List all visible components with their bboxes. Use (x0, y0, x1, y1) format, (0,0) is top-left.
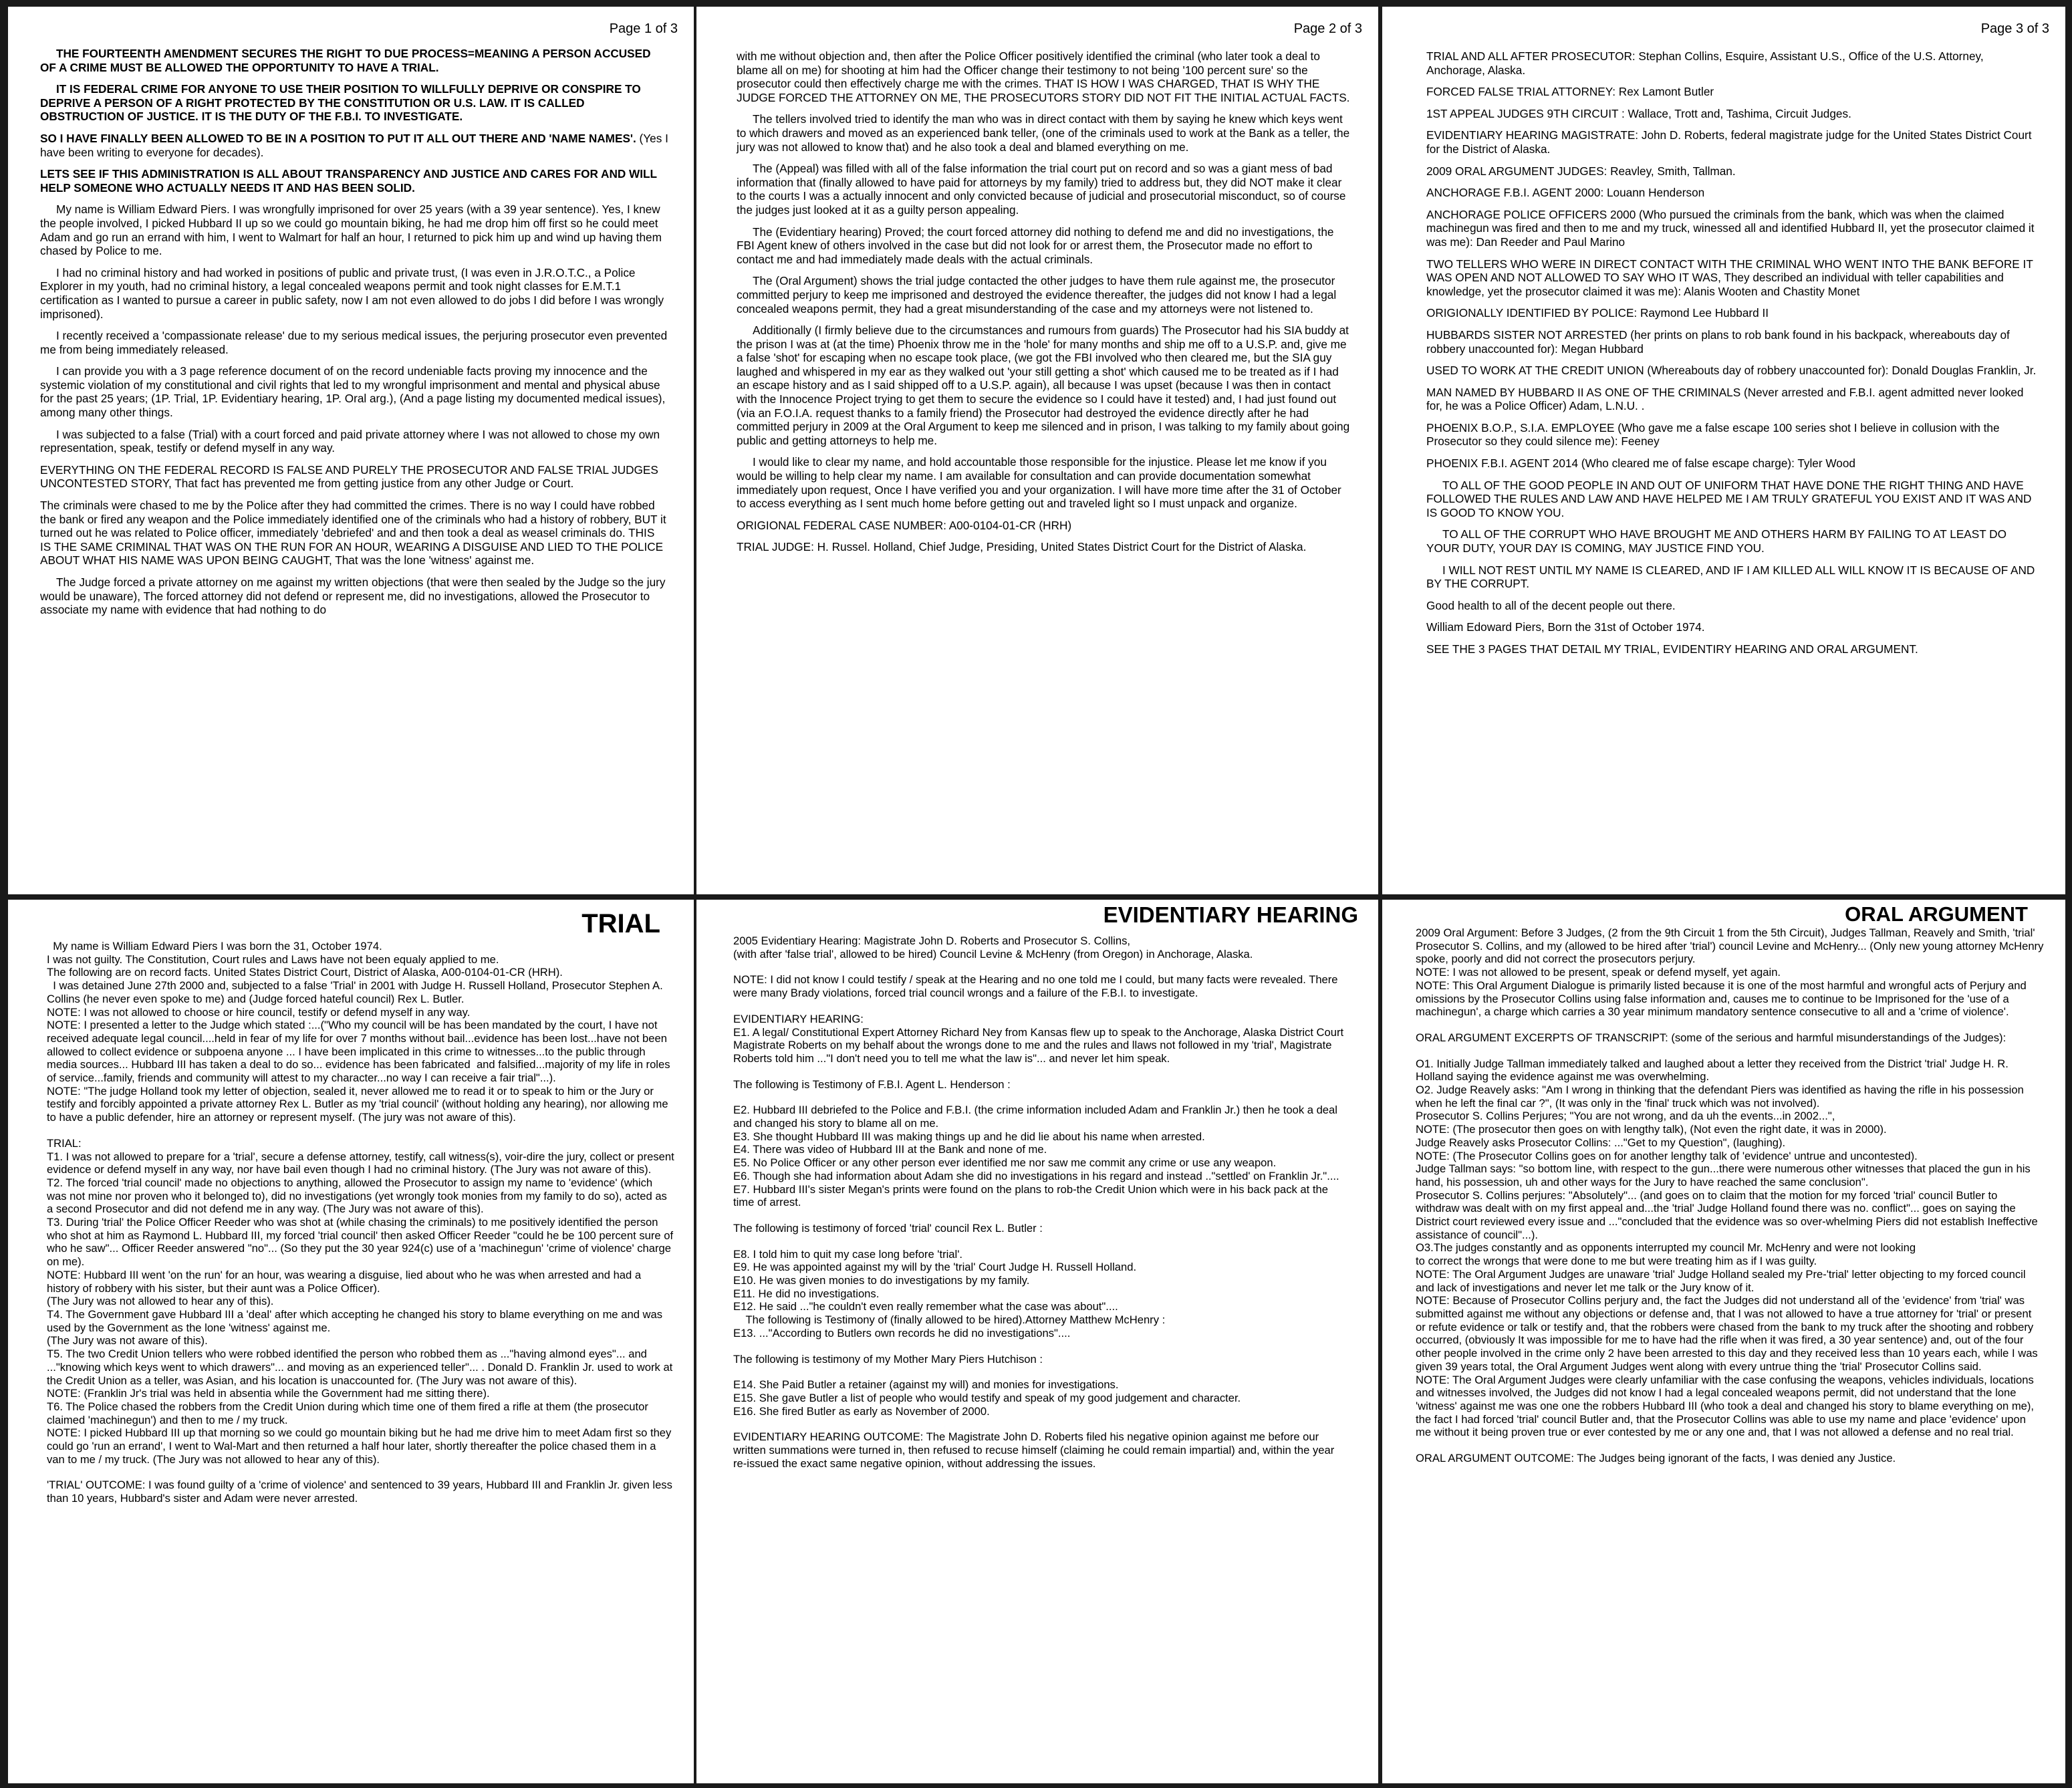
page-number: Page 3 of 3 (1980, 21, 2049, 36)
letter-page-2 (696, 7, 1378, 894)
paragraph-text: IT IS FEDERAL CRIME FOR ANYONE TO USE THEIR POSITION TO WILLFULLY DEPRIVE OR CONSPIRE TO DEPRIVE A PERSON OF A RIGHT PROTECTED BY THE CONSTITUTION OR U.S. LAW. IT IS CALLED OBSTRUCTION OF JUSTICE. IT IS THE DUTY OF THE F.B.I. TO INVESTIGATE. (40, 82, 641, 124)
paragraph-text: TO ALL OF THE CORRUPT WHO HAVE BROUGHT ME AND OTHERS HARM BY FAILING TO AT LEAST DO YOUR DUTY, YOUR DAY IS COMING, MAY JUSTICE FIND YOU. (1426, 527, 2006, 555)
text-block: EVIDENTIARY HEARING OUTCOME: The Magistrate John D. Roberts filed his negative opinion against me before our written summations were turned in, then refused to recuse himself (claiming he could remain impartial) and, within the year re-issued the exact same negative opinion, without addressing the issues. (733, 1430, 1337, 1470)
paragraph-text: THE FOURTEENTH AMENDMENT SECURES THE RIGHT TO DUE PROCESS=MEANING A PERSON ACCUSED OF A CRIME MUST BE ALLOWED THE OPPORTUNITY TO HAVE A TRIAL. (40, 47, 651, 74)
paragraph-text: PHOENIX F.B.I. AGENT 2014 (Who cleared me of false escape charge): Tyler Wood (1426, 457, 1855, 471)
paragraph (1426, 128, 2041, 156)
paragraph-text: EVIDENTIARY HEARING MAGISTRATE: John D. Roberts, federal magistrate judge for the United States District Court for the District of Alaska. (1426, 128, 2032, 156)
page-title: TRIAL (581, 909, 660, 938)
paragraph (1426, 306, 2041, 320)
text-block: E8. I told him to quit my case long before 'trial'. E9. He was appointed against my will by the 'trial' Court Judge H. Russell Holland. E10. He was given monies to do investigations by my family. E11. He did no investigations. E12. He said ..."he couldn't even really remember what the case was about".... The following is Testimony of (finally allowed to be hired).Attorney Matthew McHenry : E13. ..."According to Butlers own records he did no investigations".... (733, 1247, 1166, 1339)
text-block: The following is testimony of forced 'trial' council Rex L. Butler : (733, 1221, 1043, 1235)
paragraph (40, 329, 668, 356)
paragraph-text: I would like to clear my name, and hold accountable those responsible for the injustice. Please let me know if you would be willing to help clear my name. I am available for consultation and can provide documentation somewhat immediately upon request, Once I have verified you and your organization. I will have more time after the 31 of October to access everything as I sent much home before getting out and traveled light so I must unpack and organize. (737, 455, 1341, 511)
paragraph (40, 266, 668, 321)
page-title: EVIDENTIARY HEARING (1103, 902, 1358, 927)
page-body (1426, 49, 2041, 664)
paragraph (40, 364, 668, 419)
paragraph-text: The tellers involved tried to identify the man who was in direct contact with them by saying he knew which keys went to which drawers and moved as an experienced bank teller, (one of the criminals used to work at the Bank as a teller, the jury was not allowed to know that) and he also took a deal and blamed everything on me. (737, 112, 1350, 154)
letter-page-1 (8, 7, 694, 894)
paragraph-text: I recently received a 'compassionate release' due to my serious medical issues, the perjuring prosecutor even prevented me from being immediately released. (40, 329, 668, 356)
paragraph-text: My name is William Edward Piers. I was wrongfully imprisoned for over 25 years (with a 39 year sentence). Yes, I knew the people involved, I picked Hubbard II up so we could go mountain biking, he had me drop him off first so he could meet Adam and go run an errand with him, I went to Walmart for half an hour, I returned to pick him up and wind up having them chased by Police to me. (40, 203, 662, 258)
paragraph-text: FORCED FALSE TRIAL ATTORNEY: Rex Lamont Butler (1426, 85, 1714, 99)
paragraph (1426, 620, 2041, 634)
text-block: EVIDENTIARY HEARING: E1. A legal/ Constitutional Expert Attorney Richard Ney from Kansas flew up to speak to the Anchorage, Alaska District Court Magistrate Roberts on my behalf about the wrongs done to me and the rules and llaws not followed in my 'trial', Magistrate Roberts told him ..."I don't need you to tell me what the law is"... and never let him speak. (733, 1012, 1344, 1065)
text-block: NOTE: I did not know I could testify / speak at the Hearing and no one told me I could, but many facts were revealed. There were many Brady violations, forced trial council wrongs and a failure of the F.B.I. to investigate. (733, 973, 1341, 1000)
paragraph-text: HUBBARDS SISTER NOT ARRESTED (her prints on plans to rob bank found in his backpack, whereabouts day of robbery unaccounted for): Megan Hubbard (1426, 328, 2010, 356)
oral-argument-page (1382, 900, 2065, 1783)
paragraph-text: The (Oral Argument) shows the trial judge contacted the other judges to have them rule against me, the prosecutor committed perjury to keep me imprisoned and destroyed the evidence thereafter, the judges did not know I had a legal concealed weapons permit, they had a great misunderstanding of the case and my attorneys were not listened to. (737, 274, 1337, 315)
paragraph (737, 519, 1351, 533)
paragraph (40, 132, 668, 159)
paragraph (737, 540, 1351, 554)
paragraph (737, 324, 1351, 447)
paragraph (1426, 328, 2041, 356)
text-block: My name is William Edward Piers I was born the 31, October 1974. I was not guilty. The Constitution, Court rules and Laws have not been equaly applied to me. The following are on record facts. United States District Court, District of Alaska, A00-0104-01-CR (HRH). I was detained June 27th 2000 and, subjected to a false 'Trial' in 2001 with Judge H. Russell Holland, Prosecutor Stephen A. Collins (he never even spoke to me) and (Judge forced hateful council) Rex L. Butler. NOTE: I was not allowed to choose or hire council, testify or defend myself in any way. NOTE: I presented a letter to the Judge which stated :...("Who my council will be has been mandated by the court, I have not received adequate legal council....held in fear of my life for over 7 months without bail...evidence has been lost...have not been allowed to collect evidence or subpoena anyone ... I have been implicated in this crime to witnesses...to the public through media sources... Hubbard III has taken a deal to do so... evidence has been fabricated and falsified...majority of my life in roles of service...family, friends and community will attest to my character...no way I can receive a fair trial"...). NOTE: "The judge Holland took my letter of objection, sealed it, never allowed me to read it or to speak to him or the Jury or testify and forcibly appointed a private attorney Rex L. Butler as my 'trial council' (without holding any hearing), nor allowing me to have a public defender, hire an attorney or represent myself. (The jury was not aware of this). (47, 940, 670, 1124)
page-body (733, 934, 1348, 1483)
paragraph-text: The (Evidentiary hearing) Proved; the court forced attorney did nothing to defend me and did no investigations, the FBI Agent knew of others involved in the case but did not look for or arrest them, the Prosecutor made no effort to contact me and had immediately made deals with the actual criminals. (737, 225, 1334, 266)
page-body (1416, 926, 2044, 1478)
text-block: The following is Testimony of F.B.I. Agent L. Henderson : (733, 1077, 1011, 1091)
paragraph-text: I can provide you with a 3 page reference document of on the record undeniable facts proving my innocence and the systemic violation of my constitutional and civil rights that led to my wrongful imprisonment and mental and physical abuse for the past 25 years; (1P. Trial, 1P. Evidentiary hearing, 1P. Oral arg.), (And a page listing my documented medical issues), among many other things. (40, 364, 666, 420)
paragraph (40, 428, 668, 455)
text-block: E2. Hubbard III debriefed to the Police and F.B.I. (the crime information included Adam and Franklin Jr.) then he took a deal and changed his story to blame all on me. E3. She thought Hubbard III was making things up and he did lie about his name when arrested. E4. There was video of Hubbard III at the Bank and none of me. E5. No Police Officer or any other person ever identified me nor saw me commit any crime or use any weapon. E6. Though she had information about Adam she did no investigations in his regard and instead .."settled' on Franklin Jr.".... E7. Hubbard III's sister Megan's prints were found on the plans to rob-the Credit Union which were in his back pack at the time of arrest. (733, 1104, 1339, 1209)
paragraph (1426, 364, 2041, 378)
paragraph (1426, 457, 2041, 471)
paragraph (1426, 186, 2041, 200)
paragraph (737, 455, 1351, 510)
paragraph-text: I had no criminal history and had worked in positions of public and private trust, (I was even in J.R.O.T.C., a Police Explorer in my youth, had no criminal history, a legal concealed weapons permit and took night classes for E.M.T.1 certification as I wanted to pursue a career in public safety, now I am not even allowed to do jobs I did before I was wrongly imprisoned). (40, 265, 664, 321)
paragraph-text: ORIGIONAL FEDERAL CASE NUMBER: A00-0104-01-CR (HRH) (737, 518, 1072, 532)
page-body (40, 47, 668, 625)
paragraph (737, 49, 1351, 104)
paragraph-text: USED TO WORK AT THE CREDIT UNION (Whereabouts day of robbery unaccounted for): Donald Douglas Franklin, Jr. (1426, 364, 2037, 378)
paragraph (1426, 642, 2041, 656)
text-block: TRIAL: T1. I was not allowed to prepare for a 'trial', secure a defense attorney, testify, call witness(s), voir-dire the jury, collect or present evidence or defend myself in any way, nor have bail even though I had no criminal history. (The Jury was not aware of this). T2. The forced 'trial council' made no objections to anything, allowed the Prosecutor to assign my name to 'evidence' (which was not mine nor proven who it belonged to), did no investigations (yet wrongly took monies from my family to do so), acted as a second Prosecutor and did not defend me in any way. (The Jury was not aware of this). T3. During 'trial' the Police Officer Reeder who was shot at (while chasing the criminals) to me positively identified the person who shot at him as Raymond L. Hubbard III, my forced 'trial council' then asked Officer Reeder "could he be 100 percent sure of who he saw"... Officer Reeder answered "no"... (So they put the 30 year 924(c) use of a 'machinegun' 'crime of violence' charge on me). NOTE: Hubbard III went 'on the run' for an hour, was wearing a disguise, lied about who he was when arrested and had a history of robbery with his sister, but their aunt was a Police Officer). (The Jury was not allowed to hear any of this). T4. The Government gave Hubbard III a 'deal' after which accepting he changed his story to blame everything on me and was used by the Government as the lone 'witness' against me. (The Jury was not aware of this). T5. The two Credit Union tellers who were robbed identified the person who robbed them as ..."having almond eyes"... and ..."knowing which keys went to which drawers"... and moving as an experienced teller"... . Donald D. Franklin Jr. used to work at the Credit Union as a teller, was Asian, and his location is unaccounted for. (The Jury was not aware of this). NOTE: (Franklin Jr's trial was held in absentia while the Government had me sitting there). T6. The Police chased the robbers from the Credit Union during which time one of them fired a rifle at them (the prosecutor claimed 'machinegun') and then to me / my truck. NOTE: I picked Hubbard III up that morning so we could go mountain biking but he had me drive him to meet Adam first so they could go 'run an errand', I went to Wal-Mart and then returned a half hour later, shortly thereafter the police chased them in a van to me / my truck. (The Jury was not allowed to hear any of this). (47, 1136, 674, 1466)
paragraph (1426, 257, 2041, 299)
paragraph (1426, 386, 2041, 413)
paragraph (40, 463, 668, 491)
page-body (47, 940, 675, 1518)
paragraph-text: 1ST APPEAL JUDGES 9TH CIRCUIT : Wallace, Trott and, Tashima, Circuit Judges. (1426, 106, 1851, 120)
paragraph-text: I WILL NOT REST UNTIL MY NAME IS CLEARED, AND IF I AM KILLED ALL WILL KNOW IT IS BECAUSE OF AND BY THE CORRUPT. (1426, 563, 2035, 591)
paragraph-text: EVERYTHING ON THE FEDERAL RECORD IS FALSE AND PURELY THE PROSECUTOR AND FALSE TRIAL JUDGES UNCONTESTED STORY, That fact has prevented me from getting justice from any other Judge or Court. (40, 463, 658, 491)
text-block: 2009 Oral Argument: Before 3 Judges, (2 from the 9th Circuit 1 from the 5th Circuit), Judges Tallman, Reavely and Smith, 'trial' Prosecutor S. Collins, and my (allowed to be hired after 'trial') council Levine and McHenry... (Only new young attorney McHenry spoke, poorly and did not correct the prosecutors perjury. NOTE: I was not allowed to be present, speak or defend myself, yet again. NOTE: This Oral Argument Dialogue is primarily listed because it is one of the most harmful and wrongful acts of Perjury and omissions by the Prosecutor Collins using false information and, causes me to continue to be Imprisoned for the 'use of a machinegun', a charge which carries a 30 year minimum mandatory sentence consecutive to all and a 'crime of violence'. (1416, 926, 2044, 1019)
paragraph-text: I was subjected to a false (Trial) with a court forced and paid private attorney where I was not allowed to chose my own representation, speak, testify or defend myself in any way. (40, 427, 660, 455)
page-number: Page 1 of 3 (609, 21, 678, 36)
letter-page-3 (1382, 7, 2065, 894)
paragraph-aside: (Yes I have been writing to everyone for decades). (40, 131, 668, 159)
paragraph-text: The criminals were chased to me by the Police after they had committed the crimes. There is no way I could have robbed the bank or fired any weapon and the Police immediately identified one of the criminals who had a history of robbery, BUT it turned out he was related to Police officer, immediately 'debriefed' and and then took a deal as weasel criminals do. THIS IS THE SAME CRIMINAL THAT WAS ON THE RUN FOR AN HOUR, WEARING A DISGUISE AND LIED TO THE POLICE ABOUT WHAT HIS NAME WAS UPON BEING CAUGHT, That was the lone 'witness' against me. (40, 499, 666, 567)
paragraph-text: Good health to all of the decent people out there. (1426, 598, 1676, 612)
paragraph (1426, 527, 2041, 555)
paragraph (737, 274, 1351, 315)
paragraph-text: ANCHORAGE POLICE OFFICERS 2000 (Who pursued the criminals from the bank, which was when the claimed machinegun was fired and then to me and my truck, winessed all and identified Hubbard II, yet the prosecutor claimed it was me): Dan Reeder and Paul Marino (1426, 207, 2035, 249)
paragraph-text: 2009 ORAL ARGUMENT JUDGES: Reavley, Smith, Tallman. (1426, 164, 1736, 178)
text-block: 2005 Evidentiary Hearing: Magistrate John D. Roberts and Prosecutor S. Collins, (with after 'false trial', allowed to be hired) Council Levine & McHenry (from Oregon) in Anchorage, Alaska. (733, 934, 1253, 961)
text-block: ORAL ARGUMENT OUTCOME: The Judges being ignorant of the facts, I was denied any Justice. (1416, 1452, 1896, 1465)
paragraph-text: TRIAL JUDGE: H. Russel. Holland, Chief Judge, Presiding, United States District Court for the District of Alaska. (737, 540, 1307, 554)
paragraph-text: SEE THE 3 PAGES THAT DETAIL MY TRIAL, EVIDENTIRY HEARING AND ORAL ARGUMENT. (1426, 642, 1918, 656)
paragraph (1426, 421, 2041, 449)
evidentiary-hearing-page (696, 900, 1378, 1783)
paragraph (40, 47, 668, 74)
paragraph-text: Additionally (I firmly believe due to the circumstances and rumours from guards) The Prosecutor had his SIA buddy at the prison I was at (at the time) Phoenix throw me in the 'hole' for many months and ship me off to a U.S.P. and, give me a false 'shot' for escaping when no escape took place, (we got the FBI involved who then cleared me, but the SIA guy laughed and whispered in my ear as they walked out 'your still getting a shot' which caused me to be treated as if I had an escape history and as I said shipped off to a U.S.P. again), all because I was upset (because I was then in contact with the Innocence Project trying to get them to secure the evidence so I could have it tested) and, I had just found out (via an F.O.I.A. request thanks to a family friend) the Prosecutor had destroyed the evidence directly after he had committed perjury in 2009 at the Oral Argument to keep me silenced and in prison, I was talking to my family about going public and getting attorneys to help me. (737, 324, 1350, 447)
paragraph-text: William Edoward Piers, Born the 31st of October 1974. (1426, 620, 1705, 634)
paragraph-text: TRIAL AND ALL AFTER PROSECUTOR: Stephan Collins, Esquire, Assistant U.S., Office of the U.S. Attorney, Anchorage, Alaska. (1426, 49, 1984, 77)
text-block: O1. Initially Judge Tallman immediately talked and laughed about a letter they received from the District 'trial' Judge H. R. Holland saying the evidence against me was overwhelming. O2. Judge Reavely asks: "Am I wrong in thinking that the defendant Piers was identified as having the rifle in his possession when he left the final car ?", (It was only in the 'final' truck which was not involved). Prosecutor S. Collins Perjures; "You are not wrong, and da uh the events...in 2002...", NOTE: (The prosecutor then goes on with lengthy talk), (Not even the right date, it was in 2000). Judge Reavely asks Prosecutor Collins: ..."Get to my Question", (laughing). NOTE: (The Prosecutor Collins goes on for another lengthy talk of 'evidence' untrue and uncontested). Judge Tallman says: "so bottom line, with respect to the gun...there were numerous other witnesses that placed the gun in his hand, his possession, uh and other ways for the Jury to have reached the same conclusion". Prosecutor S. Collins perjures: "Absolutely"... (and goes on to claim that the motion for my forced 'trial' council Butler to withdraw was dealt with on my first appeal and...the 'trial' Judge Holland found there was no. conflict"... goes on saying the District court reviewed every issue and ..."concluded that the evidence was so over-whelming Piers did not establish Ineffective assistance of council"...). O3.The judges constantly and as opponents interrupted my council Mr. McHenry and were not looking to correct the wrongs that were done to me but were treating him as if I was guilty. NOTE: The Oral Argument Judges are unaware 'trial' Judge Holland sealed my Pre-'trial' letter objecting to my forced council and lack of investigations and never let me talk or the Jury know of it. NOTE: Because of Prosecutor Collins perjury and, the fact the Judges did not understand all of the 'evidence' from 'trial' was submitted against me without any objections or defense and, that I was not allowed to have a true attorney for 'trial' or present or refute evidence or talk or testify and, that the robbers were chased from the bank to my truck after the shooting and robbery occurred, (obviously It was impossible for me to have had the rifle when it was fired, a 30 year sentence) and, out of the four other people involved in the crime only 2 have been arrested to this day and they received less than 10 years each, while I was given 39 years total, the Oral Argument Judges went along with every untrue thing the 'trial' Prosecutor Collins said. NOTE: The Oral Argument Judges were clearly unfamiliar with the case confusing the weapons, vehicles individuals, locations and witnesses involved, the Judges did not know I had a legal concealed weapons permit, did not understand that the lone 'witness' against me was one one the robbers Hubbard III (who took a deal and changed his story to blame everything on me), the fact I had forced 'trial' council Butler and, that the Prosecutor Collins was able to use my name and place 'evidence' upon me without it being proven true or ever contested by me or any one and, that I was not allowed a defense and no real trial. (1416, 1057, 2038, 1439)
paragraph (40, 499, 668, 567)
paragraph-text: ANCHORAGE F.B.I. AGENT 2000: Louann Henderson (1426, 186, 1705, 200)
trial-page (8, 900, 694, 1783)
paragraph (1426, 85, 2041, 99)
paragraph (1426, 563, 2041, 591)
paragraph (1426, 599, 2041, 613)
paragraph (1426, 164, 2041, 178)
text-block: E14. She Paid Butler a retainer (against my will) and monies for investigations. E15. She gave Butler a list of people who would testify and speak of my good judgement and character. E16. She fired Butler as early as November of 2000. (733, 1378, 1241, 1418)
paragraph-text: with me without objection and, then after the Police Officer positively identified the criminal (who later took a deal to blame all on me) for shooting at him had the Officer change their testimony to not being '100 percent sure' so the prosecutor could then effectively charge me with the crimes. THAT IS HOW I WAS CHARGED, THAT IS WHY THE JUDGE FORCED THE ATTORNEY ON ME, THE PROSECUTORS STORY DID NOT FIT THE INITIAL ACTUAL FACTS. (737, 49, 1350, 104)
paragraph (1426, 107, 2041, 121)
paragraph-text: PHOENIX B.O.P., S.I.A. EMPLOYEE (Who gave me a false escape 100 series shot I believe in collusion with the Prosecutor so they could silence me): Feeney (1426, 420, 2000, 449)
paragraph-text: SO I HAVE FINALLY BEEN ALLOWED TO BE IN A POSITION TO PUT IT ALL OUT THERE AND 'NAME NAMES'. (40, 131, 636, 145)
paragraph-text: ORIGIONALLY IDENTIFIED BY POLICE: Raymond Lee Hubbard II (1426, 306, 1769, 320)
paragraph (737, 112, 1351, 154)
paragraph-text: TO ALL OF THE GOOD PEOPLE IN AND OUT OF UNIFORM THAT HAVE DONE THE RIGHT THING AND HAVE FOLLOWED THE RULES AND LAW AND HAVE HELPED ME I AM TRULY GRATEFUL YOU EXIST AND IT WAS AND IS GOOD TO KNOW YOU. (1426, 478, 2032, 519)
paragraph-text: TWO TELLERS WHO WERE IN DIRECT CONTACT WITH THE CRIMINAL WHO WENT INTO THE BANK BEFORE IT WAS OPEN AND NOT ALLOWED TO SAY WHO IT WAS, They described an individual with teller capabilities and knowledge, yet the prosecutor claimed it was me): Alanis Wooten and Chastity Monet (1426, 257, 2033, 298)
paragraph (40, 82, 668, 124)
paragraph (737, 162, 1351, 217)
paragraph (40, 167, 668, 195)
paragraph (737, 225, 1351, 267)
page-number: Page 2 of 3 (1293, 21, 1362, 36)
paragraph (1426, 479, 2041, 520)
paragraph (1426, 208, 2041, 249)
text-block: The following is testimony of my Mother Mary Piers Hutchison : (733, 1352, 1043, 1366)
page-body (737, 49, 1351, 562)
paragraph-text: LETS SEE IF THIS ADMINISTRATION IS ALL ABOUT TRANSPARENCY AND JUSTICE AND CARES FOR AND WILL HELP SOMEONE WHO ACTUALLY NEEDS IT AND HAS BEEN SOLID. (40, 167, 657, 195)
text-block: 'TRIAL' OUTCOME: I was found guilty of a 'crime of violence' and sentenced to 39 years, Hubbard III and Franklin Jr. given less than 10 years, Hubbard's sister and Adam were never arrested. (47, 1479, 676, 1505)
paragraph (40, 576, 668, 617)
paragraph-text: The (Appeal) was filled with all of the false information the trial court put on record and so was a giant mess of bad information that (finally allowed to have paid for attorneys by my family) tried to address but, they did NOT make it clear to the courts I was a actually innocent and only convicted because of judicial and prosecutorial misconduct, so of course the judges just looked at it as a guilty person appealing. (737, 162, 1346, 217)
paragraph (1426, 49, 2041, 77)
text-block: ORAL ARGUMENT EXCERPTS OF TRANSCRIPT: (some of the serious and harmful misunderstandings of the Judges): (1416, 1031, 2006, 1044)
paragraph-text: The Judge forced a private attorney on me against my written objections (that were then sealed by the Judge so the jury would be unaware), The forced attorney did not defend or represent me, did no investigations, allowed the Prosecutor to associate my name with evidence that had nothing to do (40, 576, 666, 617)
paragraph-text: MAN NAMED BY HUBBARD II AS ONE OF THE CRIMINALS (Never arrested and F.B.I. agent admitted never looked for, he was a Police Officer) Adam, L.N.U. . (1426, 385, 2024, 413)
page-title: ORAL ARGUMENT (1845, 902, 2028, 926)
paragraph (40, 203, 668, 257)
